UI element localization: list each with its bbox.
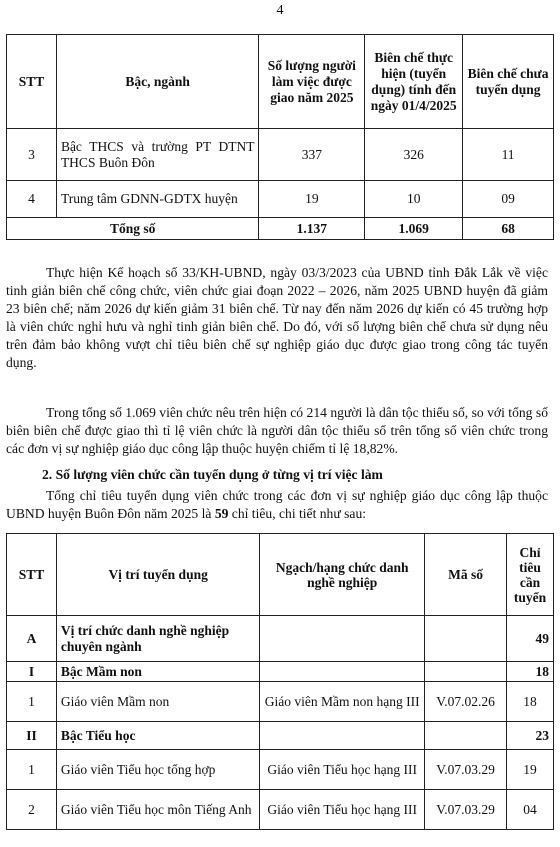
paragraph-downsizing: Thực hiện Kế hoạch số 33/KH-UBND, ngày 03/3/2023 của UBND tỉnh Đắk Lắk về việc tinh giản biên chế công chức, viên chức giai đoạn 2022 – 2026, năm 2025 UBND huyện đã giảm 23 biên chế; năm 2026 dự kiến giảm 31 biên chế. Từ nay đến năm 2026 dự kiến có 45 trường hợp là viên chức nghỉ hưu và nghỉ tinh giản biên chế. Do đó, với số lượng biên chế chưa sử dụng nêu trên đảm bảo không vượt chỉ tiêu biên chế sự nghiệp giáo dục được giao trong công tác tuyển dụng. [6,265,548,370]
group-row [7,616,554,662]
row-stt: II [7,722,57,750]
row-vacant: 11 [463,129,554,181]
header-assigned: Số lượng người làm việc được giao năm 2025 [259,35,365,129]
total-label: Tổng số [7,218,259,240]
row-quota: 49 [507,616,554,662]
row-stt: 1 [7,750,57,790]
row-rank [260,722,425,750]
row-stt: A [7,616,57,662]
row-position: Bậc Mầm non [56,662,259,682]
row-code [425,616,507,662]
paragraph-ethnic-minority: Trong tổng số 1.069 viên chức nêu trên hiện có 214 người là dân tộc thiểu số, so với tổng số biên biên chế được giao thì tỉ lệ viên chức là người dân tộc thiểu số trên tổng số viên chức trong các đơn vị sự nghiệp giáo dục công lập thuộc huyện chiếm tỉ lệ 18,82%. [6,405,548,456]
row-rank [260,616,425,662]
row-stt: 4 [7,181,57,218]
header-vacant: Biên chế chưa tuyển dụng [463,35,554,129]
row-stt: I [7,662,57,682]
paragraph-quota [6,487,548,523]
row-quota: 23 [507,722,554,750]
total-assigned: 1.137 [259,218,365,240]
row-level: Trung tâm GDNN-GDTX huyện [56,181,259,218]
row-quota: 04 [507,790,554,830]
total-row [7,218,554,240]
section-heading: 2. Số lượng viên chức cần tuyển dụng ở từng vị trí việc làm [42,467,383,482]
quota-text-before: Tổng chỉ tiêu tuyển dụng viên chức trong các đơn vị sự nghiệp giáo dục công lập thuộc UBND huyện Buôn Đôn năm 2025 là [6,488,548,521]
group-row [7,662,554,682]
header-rank: Ngạch/hạng chức danh nghề nghiệp [260,534,425,616]
page-number: 4 [276,3,284,18]
quota-text-after: chỉ tiêu, chi tiết như sau: [228,506,367,521]
header-actual: Biên chế thực hiện (tuyển dụng) tính đến ngày 01/4/2025 [365,35,463,129]
row-code: V.07.03.29 [425,790,507,830]
row-assigned: 19 [259,181,365,218]
row-position: Giáo viên Tiểu học tổng hợp [56,750,259,790]
row-position: Giáo viên Tiểu học môn Tiếng Anh [56,790,259,830]
table-row [7,750,554,790]
row-actual: 10 [365,181,463,218]
row-stt: 2 [7,790,57,830]
table-row [7,181,554,218]
row-code [425,722,507,750]
row-position: Vị trí chức danh nghề nghiệp chuyên ngành [56,616,259,662]
row-rank: Giáo viên Tiểu học hạng III [260,750,425,790]
group-row [7,722,554,750]
table-header-row [7,35,554,129]
row-position: Bậc Tiểu học [56,722,259,750]
row-level: Bậc THCS và trường PT DTNT THCS Buôn Đôn [56,129,259,181]
row-rank: Giáo viên Tiểu học hạng III [260,790,425,830]
row-quota: 18 [507,682,554,722]
table-row [7,682,554,722]
header-position: Vị trí tuyển dụng [56,534,259,616]
header-quota: Chỉ tiêu cần tuyển [507,534,554,616]
staffing-table [6,34,554,240]
header-level: Bậc, ngành [56,35,259,129]
table-row [7,790,554,830]
row-code: V.07.02.26 [425,682,507,722]
table-row [7,129,554,181]
row-assigned: 337 [259,129,365,181]
row-stt: 3 [7,129,57,181]
recruitment-table [6,533,554,830]
row-quota: 18 [507,662,554,682]
row-code: V.07.03.29 [425,750,507,790]
table-header-row [7,534,554,616]
row-stt: 1 [7,682,57,722]
header-stt: STT [7,534,57,616]
total-actual: 1.069 [365,218,463,240]
row-rank [260,662,425,682]
total-vacant: 68 [463,218,554,240]
header-code: Mã số [425,534,507,616]
row-vacant: 09 [463,181,554,218]
row-actual: 326 [365,129,463,181]
quota-total: 59 [214,506,229,521]
row-rank: Giáo viên Mầm non hạng III [260,682,425,722]
row-position: Giáo viên Mầm non [56,682,259,722]
header-stt: STT [7,35,57,129]
row-quota: 19 [507,750,554,790]
row-code [425,662,507,682]
